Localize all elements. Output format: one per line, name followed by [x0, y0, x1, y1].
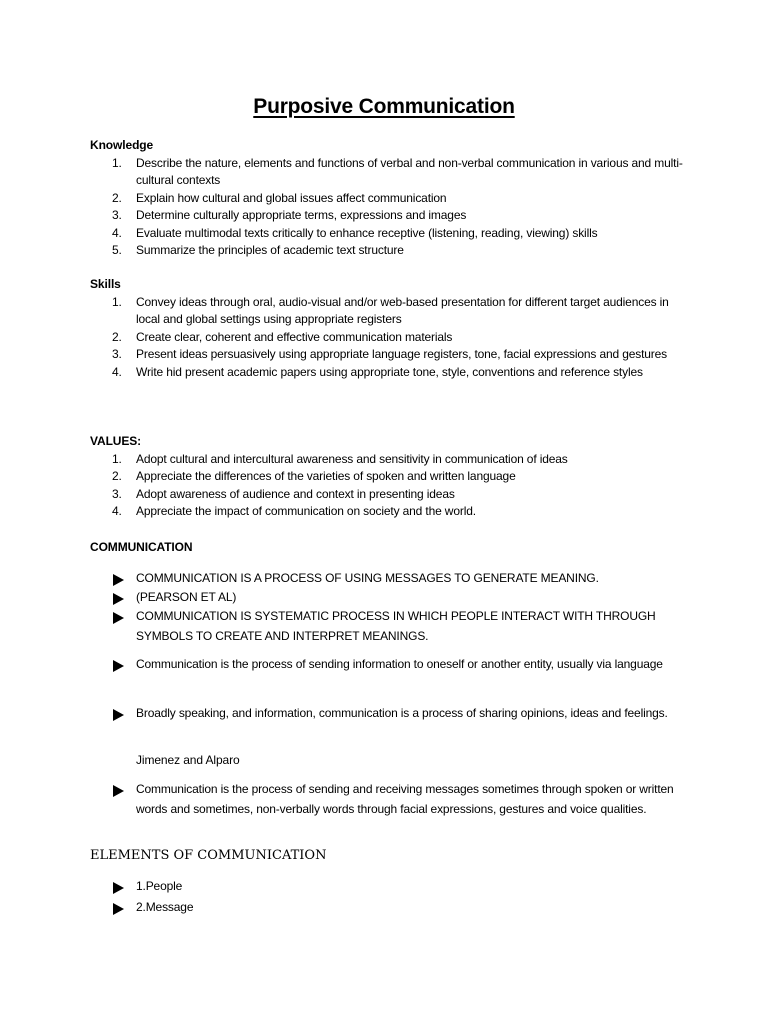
list-number: 4.: [112, 504, 122, 519]
list-text: Determine culturally appropriate terms, expressions and images: [136, 208, 467, 223]
list-number: 5.: [112, 243, 122, 258]
list-number: 3.: [112, 347, 122, 362]
list-item: [90, 225, 690, 242]
bullet-item: [113, 704, 683, 724]
page-title: Purposive Communication: [253, 95, 515, 118]
list-number: 2.: [112, 329, 122, 344]
list-number: 1.: [112, 452, 122, 466]
list-item: [90, 207, 690, 224]
bullet-item: [113, 898, 683, 918]
triangle-bullet-icon: [113, 593, 124, 605]
bullet-text: COMMUNICATION IS A PROCESS OF USING MESSAGES TO GENERATE MEANING.: [136, 571, 599, 585]
values-list: [90, 451, 690, 521]
list-text: Evaluate multimodal texts critically to enhance receptive (listening, reading, viewing) skills: [136, 225, 598, 240]
knowledge-list: [90, 155, 690, 259]
list-text: Convey ideas through oral, audio-visual and/or web-based presentation for different target audiences in local and global settings using appropriate registers: [136, 295, 669, 327]
list-text: Write hid present academic papers using appropriate tone, style, conventions and reference styles: [136, 364, 643, 379]
list-number: 4.: [112, 225, 122, 240]
list-number: 2.: [112, 190, 122, 205]
list-text: Describe the nature, elements and functions of verbal and non-verbal communication in various and multi- cultural contexts: [136, 156, 683, 188]
list-item: [90, 468, 690, 485]
bullet-item: [113, 588, 683, 608]
bullet-text: 2.Message: [136, 900, 194, 914]
list-item: [90, 503, 690, 520]
list-text: Summarize the principles of academic text structure: [136, 243, 404, 258]
triangle-bullet-icon: [113, 660, 124, 672]
bullet-text: Communication is the process of sending information to oneself or another entity, usually via language: [136, 657, 663, 671]
list-item: [90, 294, 690, 329]
communication-heading: COMMUNICATION: [90, 540, 193, 554]
bullet-item: [113, 780, 683, 819]
bullet-text: Communication is the process of sending and receiving messages sometimes through spoken or written words and sometimes, non-verbally words through facial expressions, gestures and voice qualities.: [136, 782, 674, 816]
bullet-item: [113, 877, 683, 897]
list-text: Appreciate the impact of communication on society and the world.: [136, 504, 476, 519]
bullet-text: COMMUNICATION IS SYSTEMATIC PROCESS IN WHICH PEOPLE INTERACT WITH THROUGH SYMBOLS TO CREATE AND INTERPRET MEANINGS.: [136, 609, 656, 643]
bullet-item: [113, 569, 683, 589]
attribution-text: Jimenez and Alparo: [136, 753, 240, 767]
list-number: 4.: [112, 364, 122, 379]
list-number: 1.: [112, 295, 122, 309]
triangle-bullet-icon: [113, 574, 124, 586]
list-text: Explain how cultural and global issues affect communication: [136, 190, 447, 205]
list-text: Adopt cultural and intercultural awareness and sensitivity in communication of ideas: [136, 452, 568, 466]
list-item: [90, 329, 690, 346]
list-number: 2.: [112, 469, 122, 484]
skills-list: [90, 294, 690, 381]
triangle-bullet-icon: [113, 709, 124, 721]
list-item: [90, 364, 690, 381]
list-number: 3.: [112, 486, 122, 501]
bullet-item: [113, 655, 683, 675]
list-text: Appreciate the differences of the varieties of spoken and written language: [136, 469, 516, 484]
list-text: Adopt awareness of audience and context in presenting ideas: [136, 486, 455, 501]
knowledge-heading: Knowledge: [90, 138, 154, 152]
triangle-bullet-icon: [113, 612, 124, 624]
list-item: [90, 486, 690, 503]
list-text: Present ideas persuasively using appropriate language registers, tone, facial expressions and gestures: [136, 347, 668, 362]
list-item: [90, 242, 690, 259]
list-number: 3.: [112, 208, 122, 223]
triangle-bullet-icon: [113, 882, 124, 894]
list-item: [90, 155, 690, 190]
list-item: [90, 346, 690, 363]
list-text: Create clear, coherent and effective communication materials: [136, 329, 453, 344]
triangle-bullet-icon: [113, 785, 124, 797]
list-number: 1.: [112, 156, 122, 170]
list-item: [90, 190, 690, 207]
bullet-item: [113, 607, 683, 646]
triangle-bullet-icon: [113, 903, 124, 915]
bullet-text: (PEARSON ET AL): [136, 590, 237, 604]
elements-heading: ELEMENTS OF COMMUNICATION: [90, 848, 327, 863]
skills-heading: Skills: [90, 277, 121, 291]
bullet-text: Broadly speaking, and information, communication is a process of sharing opinions, ideas and feelings.: [136, 706, 668, 720]
values-heading: VALUES:: [90, 434, 142, 448]
bullet-text: 1.People: [136, 879, 183, 893]
list-item: [90, 451, 690, 468]
